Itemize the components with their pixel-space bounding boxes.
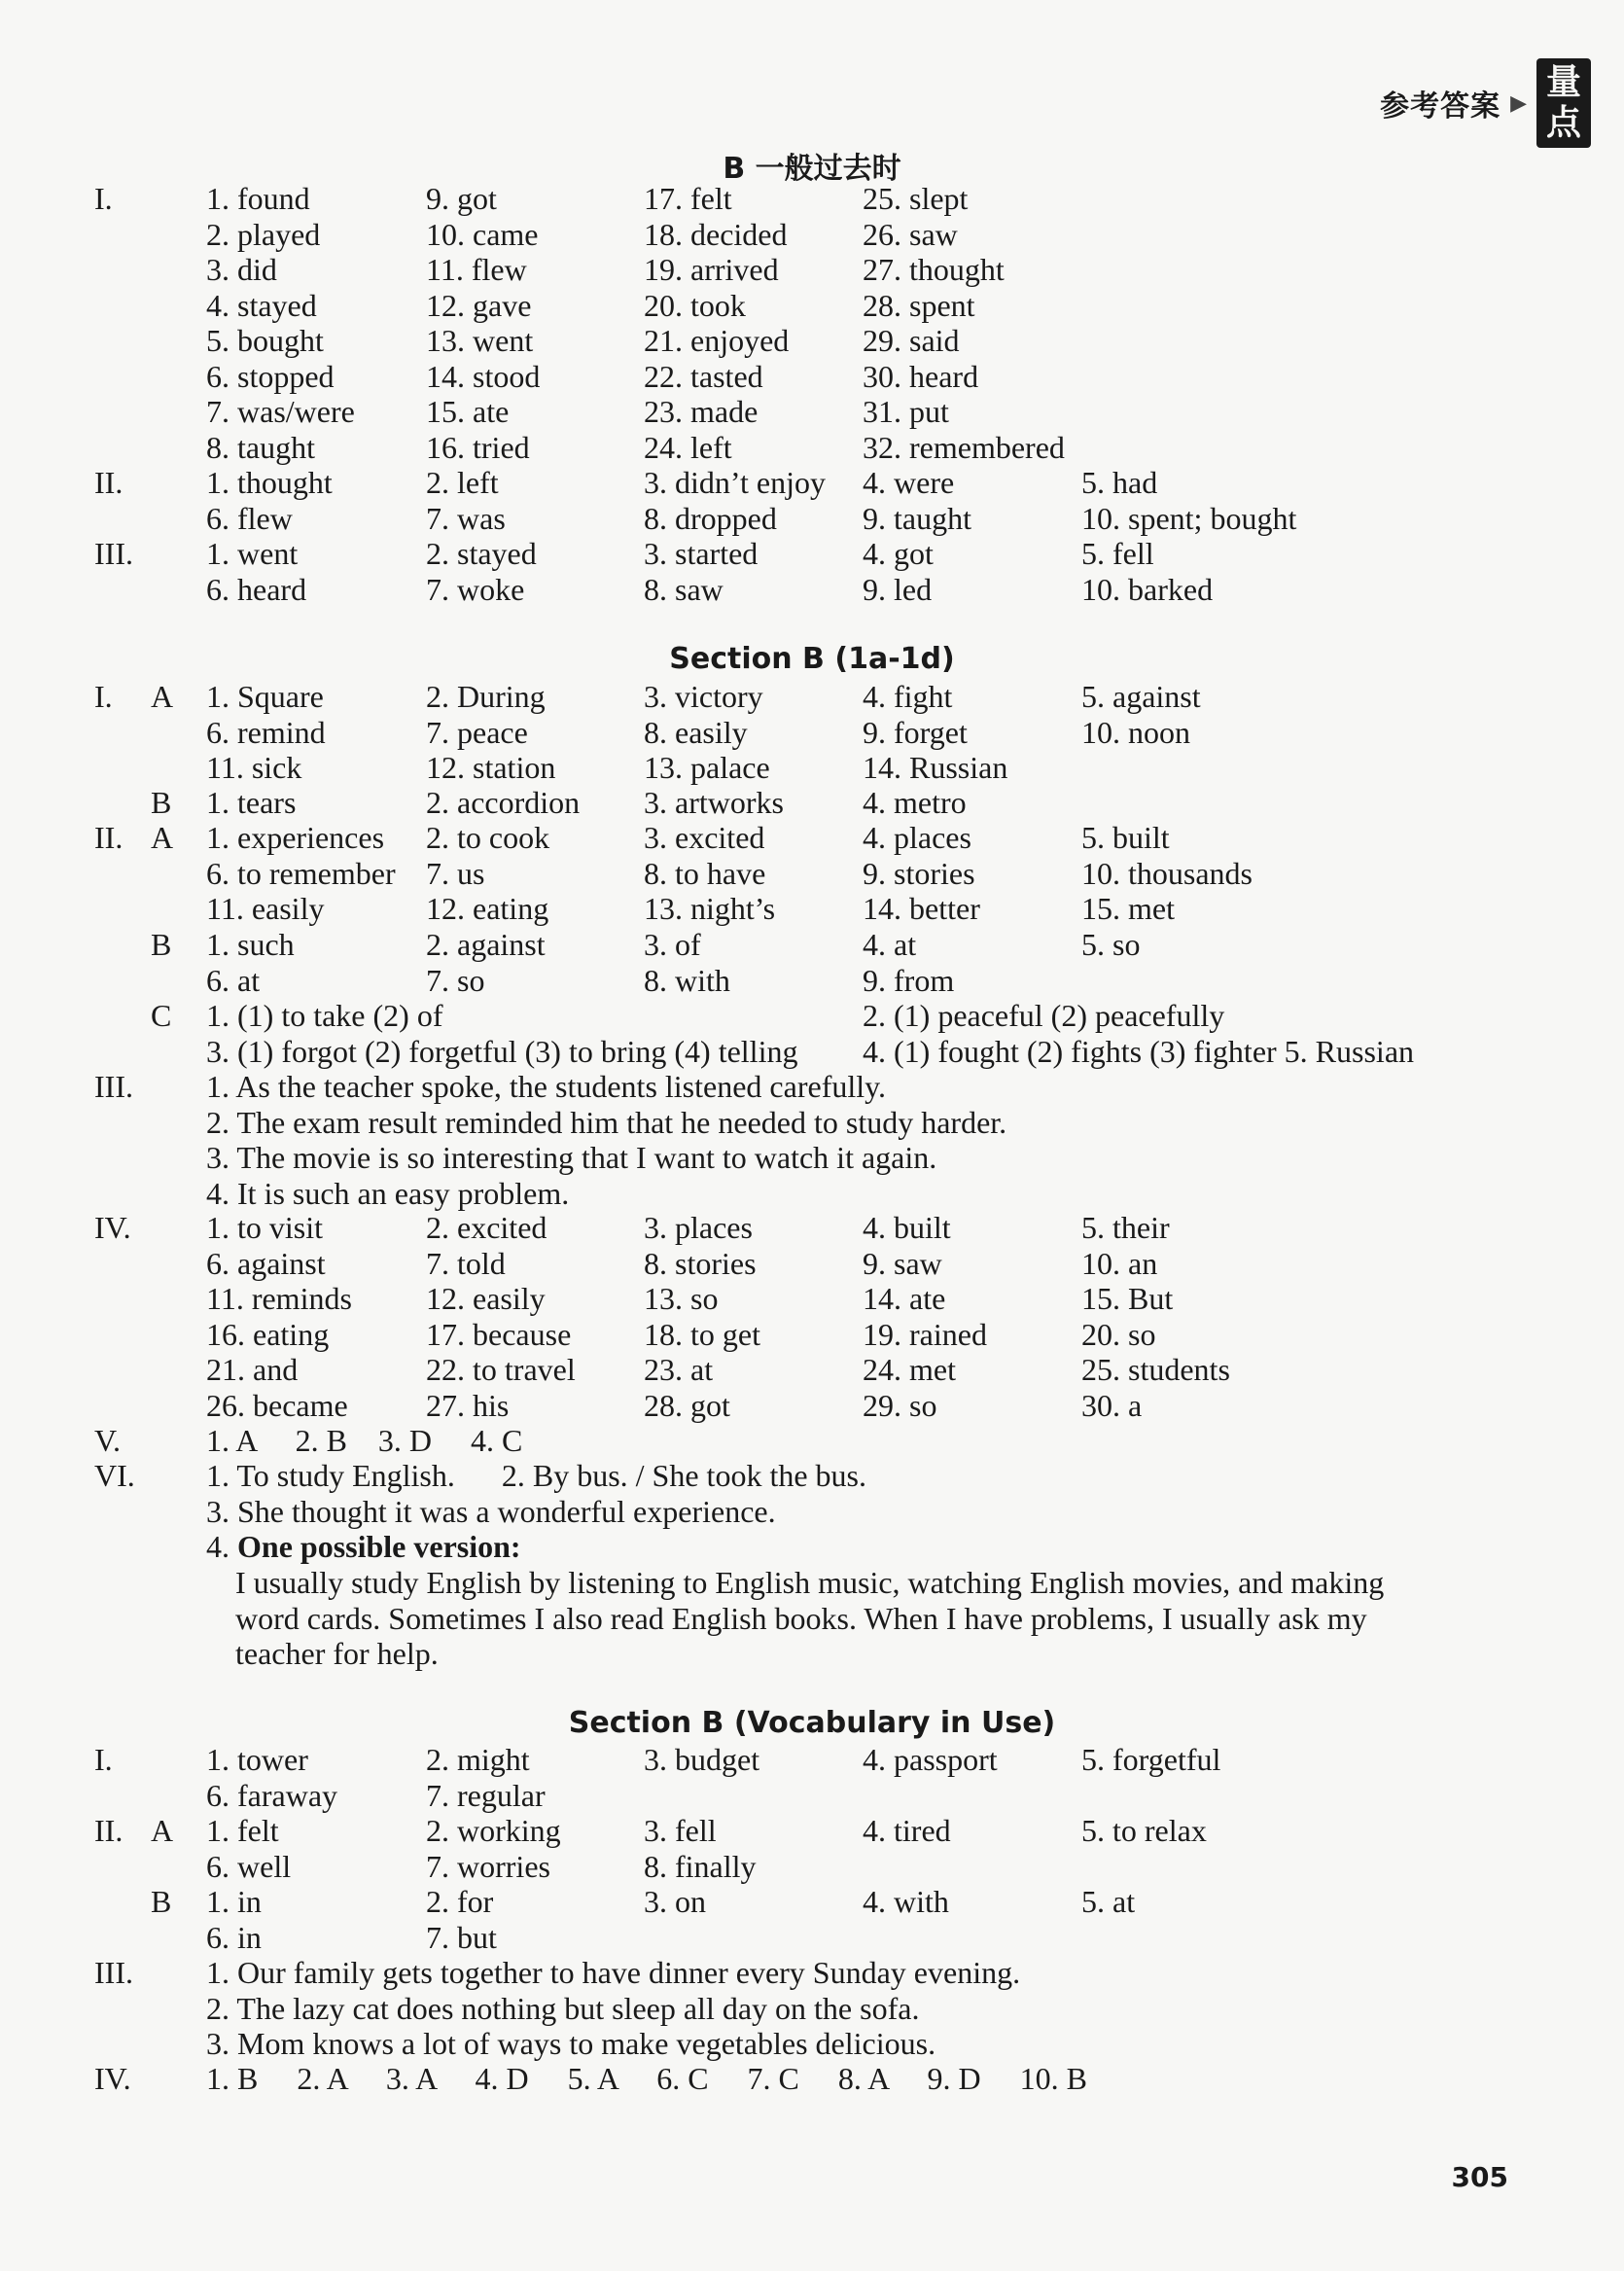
- answer-item: 5. fell: [1081, 536, 1154, 571]
- roman-label: III.: [94, 1069, 133, 1104]
- answer-item: 13. palace: [644, 750, 770, 785]
- answer-item: 6. against: [206, 1245, 326, 1281]
- answer-item: 26. saw: [863, 216, 958, 252]
- s2-vi-bold-heading: One possible version:: [237, 1529, 521, 1564]
- letter-label: B: [151, 1884, 172, 1919]
- roman-label: II.: [94, 1813, 124, 1848]
- answer-item: 5. to relax: [1081, 1813, 1207, 1848]
- answer-item: 27. his: [426, 1387, 510, 1423]
- logo-top-char: 量: [1545, 62, 1581, 102]
- answer-item: 8. to have: [644, 855, 766, 891]
- answer-item: 5. built: [1081, 820, 1170, 855]
- answer-item: 7. woke: [426, 571, 525, 607]
- answer-item: 9. taught: [863, 500, 971, 536]
- sentence-answer: 1. Our family gets together to have dinner every Sunday evening.: [206, 1955, 1021, 1990]
- answer-item: 8. taught: [206, 429, 315, 465]
- paragraph-line: word cards. Sometimes I also read English books. When I have problems, I usually ask my: [235, 1600, 1367, 1636]
- section-title-past-tense: B 一般过去时: [723, 152, 901, 186]
- answer-item: 6. heard: [206, 571, 307, 607]
- answer-item: 17. because: [426, 1316, 572, 1352]
- letter-label: B: [151, 785, 172, 820]
- answer-item: 11. easily: [206, 891, 325, 926]
- answer-item: 19. arrived: [644, 252, 779, 287]
- answer-item: 22. to travel: [426, 1352, 576, 1387]
- answer-item: 14. ate: [863, 1281, 946, 1316]
- answer-item: 6. flew: [206, 500, 293, 536]
- answer-item: 4. places: [863, 820, 971, 855]
- answer-item: 23. made: [644, 394, 759, 429]
- answer-item: 3. on: [644, 1884, 706, 1919]
- answer-item: 8. easily: [644, 714, 748, 750]
- answer-item: 11. reminds: [206, 1281, 352, 1316]
- answer-item: 4. got: [863, 536, 934, 571]
- answer-item: 9. led: [863, 571, 933, 607]
- answer-item: 13. went: [426, 323, 534, 358]
- answer-item: 6. to remember: [206, 855, 396, 891]
- answer-item: 2. (1) peaceful (2) peacefully: [863, 998, 1225, 1033]
- roman-label: IV.: [94, 1210, 131, 1245]
- answer-item: 30. a: [1081, 1387, 1143, 1423]
- letter-label: A: [151, 820, 174, 855]
- letter-label: A: [151, 679, 174, 714]
- page-header: [1380, 56, 1591, 150]
- roman-label: I.: [94, 679, 113, 714]
- answer-item: 2. against: [426, 927, 546, 962]
- answer-item: 18. to get: [644, 1316, 760, 1352]
- answer-item: 5. had: [1081, 465, 1158, 500]
- roman-label: II.: [94, 820, 124, 855]
- answer-item: 24. met: [863, 1352, 956, 1387]
- answer-item: 3. started: [644, 536, 759, 571]
- answer-item: 2. might: [426, 1742, 530, 1777]
- answer-item: 10. an: [1081, 1245, 1158, 1281]
- answer-item: 1. Square: [206, 679, 324, 714]
- paragraph-line: I usually study English by listening to English music, watching English movies, and making: [235, 1565, 1385, 1600]
- letter-label: A: [151, 1813, 174, 1848]
- answer-item: 15. But: [1081, 1281, 1174, 1316]
- s2-vi-line: 3. She thought it was a wonderful experience.: [206, 1494, 776, 1529]
- answer-item: 12. easily: [426, 1281, 546, 1316]
- answer-item: 13. night’s: [644, 891, 776, 926]
- answer-item: 3. did: [206, 252, 277, 287]
- answer-item: 2. for: [426, 1884, 494, 1919]
- answer-item: 28. got: [644, 1387, 730, 1423]
- answer-item: 1. experiences: [206, 820, 385, 855]
- answer-item: 6. at: [206, 962, 261, 998]
- answer-item: 4. (1) fought (2) fights (3) fighter 5. Russian: [863, 1033, 1415, 1069]
- answer-item: 20. took: [644, 287, 746, 323]
- s2-vi-number: 4.: [206, 1529, 229, 1564]
- answer-item: 2. left: [426, 465, 499, 500]
- answer-item: 1. went: [206, 536, 299, 571]
- answer-item: 7. us: [426, 855, 485, 891]
- answer-item: 7. was: [426, 500, 506, 536]
- answer-item: 2. excited: [426, 1210, 547, 1245]
- answer-item: 4. at: [863, 927, 917, 962]
- logo-bottom-char: 点: [1545, 103, 1581, 143]
- answer-item: 16. tried: [426, 429, 530, 465]
- answer-item: 8. dropped: [644, 500, 777, 536]
- answer-item: 6. remind: [206, 714, 326, 750]
- answer-item: 7. so: [426, 962, 485, 998]
- answer-item: 16. eating: [206, 1316, 330, 1352]
- sentence-answer: 3. Mom knows a lot of ways to make vegetables delicious.: [206, 2026, 936, 2061]
- roman-label: I.: [94, 181, 113, 216]
- answer-item: 21. enjoyed: [644, 323, 790, 358]
- answer-item: 7. regular: [426, 1777, 546, 1813]
- answer-item: 29. said: [863, 323, 960, 358]
- answer-item: 9. stories: [863, 855, 975, 891]
- s2-vi-line: 1. To study English. 2. By bus. / She took the bus.: [206, 1458, 866, 1493]
- roman-label: IV.: [94, 2061, 131, 2096]
- s2-v-answers: 1. A 2. B 3. D 4. C: [206, 1423, 523, 1458]
- sentence-answer: 3. The movie is so interesting that I want to watch it again.: [206, 1140, 937, 1175]
- roman-label: I.: [94, 1742, 113, 1777]
- answer-item: 10. came: [426, 216, 539, 252]
- answer-item: 1. tears: [206, 785, 297, 820]
- answer-item: 7. but: [426, 1919, 497, 1955]
- roman-label: VI.: [94, 1458, 135, 1493]
- answer-item: 31. put: [863, 394, 949, 429]
- answer-item: 2. working: [426, 1813, 561, 1848]
- answer-item: 4. metro: [863, 785, 967, 820]
- answer-item: 3. (1) forgot (2) forgetful (3) to bring (4) telling: [206, 1033, 798, 1069]
- answer-item: 7. peace: [426, 714, 528, 750]
- answer-item: 18. decided: [644, 216, 788, 252]
- answer-item: 3. fell: [644, 1813, 717, 1848]
- roman-label: V.: [94, 1423, 121, 1458]
- answer-item: 3. artworks: [644, 785, 784, 820]
- answer-item: 22. tasted: [644, 358, 763, 394]
- answer-item: 10. spent; bought: [1081, 500, 1297, 536]
- answer-item: 32. remembered: [863, 429, 1065, 465]
- answer-item: 5. their: [1081, 1210, 1170, 1245]
- s3-iv-answers: 1. B 2. A 3. A 4. D 5. A 6. C 7. C 8. A 9. D 10. B: [206, 2061, 1087, 2096]
- answer-item: 9. saw: [863, 1245, 942, 1281]
- answer-item: 1. in: [206, 1884, 262, 1919]
- answer-item: 10. noon: [1081, 714, 1190, 750]
- answer-item: 6. stopped: [206, 358, 335, 394]
- answer-item: 2. stayed: [426, 536, 537, 571]
- answer-item: 2. accordion: [426, 785, 581, 820]
- answer-item: 8. with: [644, 962, 730, 998]
- answer-item: 30. heard: [863, 358, 979, 394]
- answer-item: 10. thousands: [1081, 855, 1253, 891]
- answer-item: 8. saw: [644, 571, 724, 607]
- answer-item: 12. eating: [426, 891, 549, 926]
- answer-item: 25. slept: [863, 181, 969, 216]
- answer-item: 1. felt: [206, 1813, 279, 1848]
- answer-item: 6. faraway: [206, 1777, 338, 1813]
- answer-item: 2. During: [426, 679, 546, 714]
- answer-item: 4. with: [863, 1884, 949, 1919]
- answer-item: 6. well: [206, 1848, 292, 1884]
- answer-item: 14. Russian: [863, 750, 1008, 785]
- answer-item: 14. stood: [426, 358, 541, 394]
- answer-item: 2. played: [206, 216, 321, 252]
- answer-item: 9. got: [426, 181, 497, 216]
- answer-item: 4. built: [863, 1210, 951, 1245]
- answer-item: 9. forget: [863, 714, 968, 750]
- answer-item: 1. tower: [206, 1742, 308, 1777]
- letter-label: C: [151, 998, 172, 1033]
- answer-item: 4. tired: [863, 1813, 951, 1848]
- answer-item: 4. fight: [863, 679, 953, 714]
- answer-item: 27. thought: [863, 252, 1005, 287]
- answer-item: 14. better: [863, 891, 980, 926]
- answer-item: 1. (1) to take (2) of: [206, 998, 443, 1033]
- answer-item: 12. station: [426, 750, 556, 785]
- answer-item: 6. in: [206, 1919, 262, 1955]
- answer-item: 21. and: [206, 1352, 299, 1387]
- answer-item: 4. passport: [863, 1742, 998, 1777]
- roman-label: III.: [94, 1955, 133, 1990]
- page-number: 305: [1451, 2161, 1508, 2193]
- answer-item: 28. spent: [863, 287, 975, 323]
- answer-item: 23. at: [644, 1352, 714, 1387]
- answer-item: 29. so: [863, 1387, 937, 1423]
- answer-item: 1. thought: [206, 465, 333, 500]
- section-title-vocabulary: Section B (Vocabulary in Use): [568, 1706, 1056, 1740]
- answer-item: 11. flew: [426, 252, 527, 287]
- roman-label: III.: [94, 536, 133, 571]
- answer-item: 8. finally: [644, 1848, 757, 1884]
- answer-item: 3. victory: [644, 679, 763, 714]
- answer-item: 15. met: [1081, 891, 1175, 926]
- answer-item: 4. stayed: [206, 287, 317, 323]
- answer-item: 1. found: [206, 181, 310, 216]
- answer-item: 3. of: [644, 927, 701, 962]
- sentence-answer: 2. The lazy cat does nothing but sleep all day on the sofa.: [206, 1990, 920, 2026]
- answer-item: 15. ate: [426, 394, 510, 429]
- answer-item: 2. to cook: [426, 820, 550, 855]
- answer-item: 24. left: [644, 429, 732, 465]
- answer-item: 1. such: [206, 927, 295, 962]
- answer-item: 12. gave: [426, 287, 532, 323]
- section-title-1a-1d: Section B (1a-1d): [669, 642, 955, 676]
- header-title: 参考答案: [1380, 89, 1501, 124]
- answer-item: 26. became: [206, 1387, 348, 1423]
- s2-vi-line: [206, 1529, 521, 1565]
- answer-item: 3. didn’t enjoy: [644, 465, 826, 500]
- answer-item: 3. budget: [644, 1742, 760, 1777]
- answer-item: 5. so: [1081, 927, 1141, 962]
- sentence-answer: 2. The exam result reminded him that he needed to study harder.: [206, 1104, 1007, 1140]
- answer-item: 3. excited: [644, 820, 765, 855]
- answer-item: 7. worries: [426, 1848, 550, 1884]
- answer-item: 5. forgetful: [1081, 1742, 1221, 1777]
- answer-item: 7. was/were: [206, 394, 355, 429]
- answer-item: 1. to visit: [206, 1210, 324, 1245]
- letter-label: B: [151, 927, 172, 962]
- answer-item: 5. at: [1081, 1884, 1136, 1919]
- answer-item: 11. sick: [206, 750, 302, 785]
- sentence-answer: 1. As the teacher spoke, the students listened carefully.: [206, 1069, 887, 1104]
- answer-item: 9. from: [863, 962, 955, 998]
- answer-item: 3. places: [644, 1210, 753, 1245]
- answer-item: 4. were: [863, 465, 955, 500]
- answer-item: 17. felt: [644, 181, 732, 216]
- answer-item: 20. so: [1081, 1316, 1156, 1352]
- answer-item: 8. stories: [644, 1245, 757, 1281]
- answer-item: 10. barked: [1081, 571, 1214, 607]
- roman-label: II.: [94, 465, 124, 500]
- answer-item: 13. so: [644, 1281, 719, 1316]
- play-arrow-icon: ▶: [1510, 90, 1527, 115]
- answer-item: 7. told: [426, 1245, 506, 1281]
- answer-item: 19. rained: [863, 1316, 987, 1352]
- brand-logo: [1536, 58, 1591, 148]
- sentence-answer: 4. It is such an easy problem.: [206, 1175, 570, 1211]
- answer-item: 25. students: [1081, 1352, 1230, 1387]
- answer-item: 5. against: [1081, 679, 1201, 714]
- paragraph-line: teacher for help.: [235, 1636, 439, 1671]
- answer-item: 5. bought: [206, 323, 324, 358]
